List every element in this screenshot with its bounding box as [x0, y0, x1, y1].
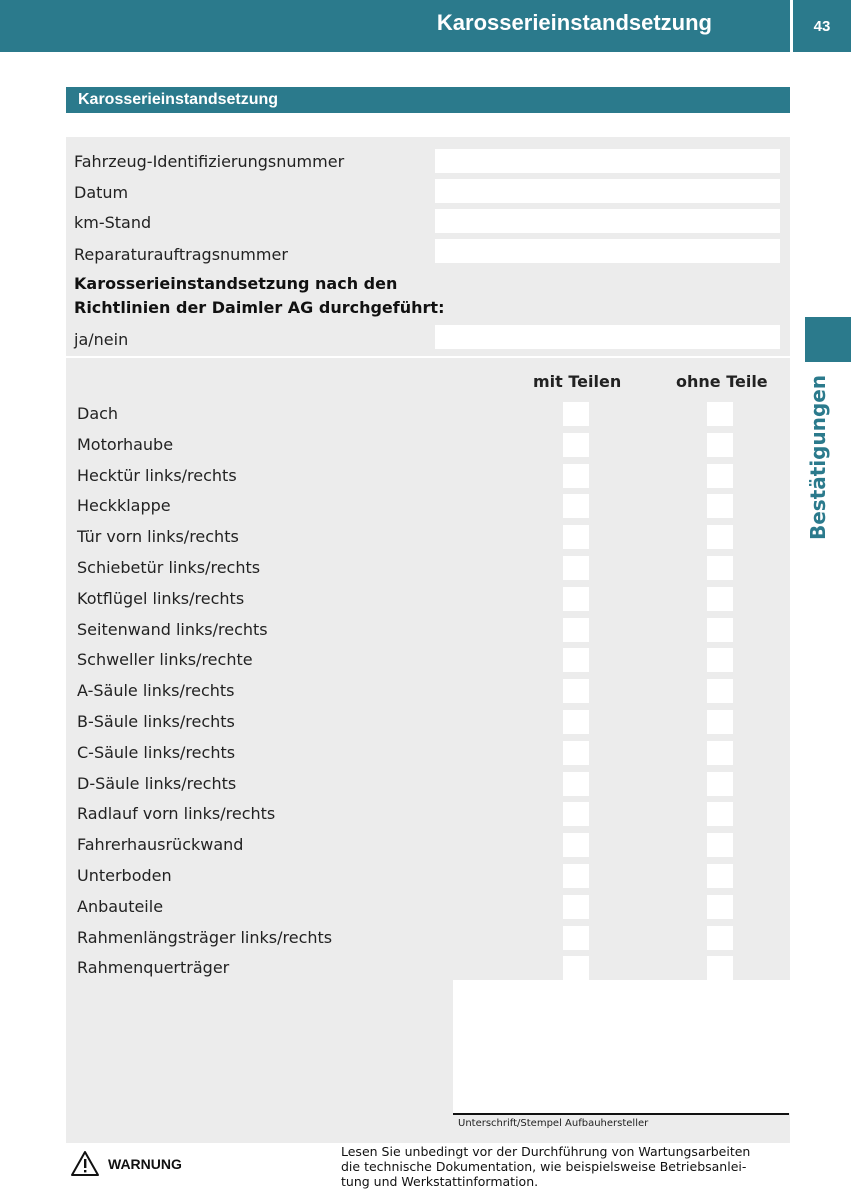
- warning-box: [70, 1150, 182, 1177]
- checkbox-without-parts[interactable]: [707, 772, 733, 796]
- checkbox-without-parts[interactable]: [707, 833, 733, 857]
- checkbox-with-parts[interactable]: [563, 618, 589, 642]
- date-label: Datum: [74, 183, 129, 202]
- confirmation-question: [74, 272, 444, 320]
- mileage-field[interactable]: [435, 209, 780, 233]
- part-label: Dach: [77, 404, 119, 423]
- checkbox-without-parts[interactable]: [707, 926, 733, 950]
- checkbox-with-parts[interactable]: [563, 648, 589, 672]
- checkbox-with-parts[interactable]: [563, 772, 589, 796]
- part-label: Rahmenlängsträger links/rechts: [77, 928, 333, 947]
- signature-caption: Unterschrift/Stempel Aufbauhersteller: [458, 1118, 649, 1129]
- checkbox-with-parts[interactable]: [563, 710, 589, 734]
- page-title: Karosserieinstandsetzung: [436, 10, 712, 35]
- checkbox-without-parts[interactable]: [707, 402, 733, 426]
- checkbox-with-parts[interactable]: [563, 895, 589, 919]
- checkbox-with-parts[interactable]: [563, 956, 589, 980]
- part-label: A-Säule links/rechts: [77, 681, 235, 700]
- part-label: Tür vorn links/rechts: [77, 527, 239, 546]
- warning-text-line2: die technische Dokumentation, wie beispielsweise Betriebsanlei-: [341, 1159, 747, 1174]
- mileage-label: km-Stand: [74, 213, 152, 232]
- checkbox-without-parts[interactable]: [707, 494, 733, 518]
- header-band: [0, 0, 790, 52]
- checkbox-with-parts[interactable]: [563, 802, 589, 826]
- page-number: 43: [793, 0, 851, 52]
- checkbox-without-parts[interactable]: [707, 648, 733, 672]
- side-tab-label: Bestätigungen: [806, 374, 830, 540]
- warning-text: [341, 1144, 786, 1189]
- checkbox-without-parts[interactable]: [707, 710, 733, 734]
- panel-divider: [66, 356, 790, 358]
- warning-triangle-icon: [70, 1150, 100, 1177]
- part-label: Anbauteile: [77, 897, 164, 916]
- yes-no-field[interactable]: [435, 325, 780, 349]
- part-label: Hecktür links/rechts: [77, 466, 237, 485]
- part-label: D-Säule links/rechts: [77, 774, 237, 793]
- yes-no-label: ja/nein: [74, 330, 129, 349]
- checkbox-with-parts[interactable]: [563, 556, 589, 580]
- vin-label: Fahrzeug-Identifizierungsnummer: [74, 152, 345, 171]
- checkbox-with-parts[interactable]: [563, 433, 589, 457]
- repair-order-field[interactable]: [435, 239, 780, 263]
- part-label: Heckklappe: [77, 496, 171, 515]
- part-label: Fahrerhausrückwand: [77, 835, 244, 854]
- checkbox-without-parts[interactable]: [707, 433, 733, 457]
- col-header-without-parts: ohne Teile: [676, 372, 768, 391]
- confirmation-question-line2: Richtlinien der Daimler AG durchgeführt:: [74, 298, 445, 317]
- checkbox-with-parts[interactable]: [563, 833, 589, 857]
- repair-order-label: Reparaturauftragsnummer: [74, 245, 288, 264]
- warning-label: WARNUNG: [108, 1155, 182, 1172]
- checkbox-without-parts[interactable]: [707, 556, 733, 580]
- signature-area[interactable]: [453, 980, 790, 1113]
- part-label: Schiebetür links/rechts: [77, 558, 261, 577]
- checkbox-with-parts[interactable]: [563, 679, 589, 703]
- part-label: Unterboden: [77, 866, 172, 885]
- checkbox-without-parts[interactable]: [707, 802, 733, 826]
- checkbox-without-parts[interactable]: [707, 741, 733, 765]
- section-title: Karosserieinstandsetzung: [66, 87, 790, 113]
- part-label: B-Säule links/rechts: [77, 712, 235, 731]
- checkbox-without-parts[interactable]: [707, 587, 733, 611]
- signature-line: [453, 1113, 789, 1115]
- part-label: Rahmenquerträger: [77, 958, 230, 977]
- side-tab-marker: [805, 317, 851, 362]
- checkbox-without-parts[interactable]: [707, 618, 733, 642]
- part-label: C-Säule links/rechts: [77, 743, 236, 762]
- checkbox-without-parts[interactable]: [707, 679, 733, 703]
- checkbox-without-parts[interactable]: [707, 525, 733, 549]
- warning-text-line1: Lesen Sie unbedingt vor der Durchführung von Wartungsarbeiten: [341, 1144, 751, 1159]
- col-header-with-parts: mit Teilen: [533, 372, 622, 391]
- checkbox-without-parts[interactable]: [707, 464, 733, 488]
- checkbox-with-parts[interactable]: [563, 741, 589, 765]
- vin-field[interactable]: [435, 149, 780, 173]
- checkbox-with-parts[interactable]: [563, 926, 589, 950]
- checkbox-with-parts[interactable]: [563, 525, 589, 549]
- checkbox-with-parts[interactable]: [563, 864, 589, 888]
- part-label: Motorhaube: [77, 435, 174, 454]
- checkbox-with-parts[interactable]: [563, 464, 589, 488]
- part-label: Seitenwand links/rechts: [77, 620, 268, 639]
- warning-text-line3: tung und Werkstattinformation.: [341, 1174, 539, 1189]
- checkbox-with-parts[interactable]: [563, 402, 589, 426]
- part-label: Kotflügel links/rechts: [77, 589, 245, 608]
- date-field[interactable]: [435, 179, 780, 203]
- checkbox-without-parts[interactable]: [707, 895, 733, 919]
- checkbox-without-parts[interactable]: [707, 864, 733, 888]
- confirmation-question-line1: Karosserieinstandsetzung nach den: [74, 274, 398, 293]
- part-label: Schweller links/rechte: [77, 650, 253, 669]
- checkbox-with-parts[interactable]: [563, 494, 589, 518]
- checkbox-without-parts[interactable]: [707, 956, 733, 980]
- checkbox-with-parts[interactable]: [563, 587, 589, 611]
- part-label: Radlauf vorn links/rechts: [77, 804, 276, 823]
